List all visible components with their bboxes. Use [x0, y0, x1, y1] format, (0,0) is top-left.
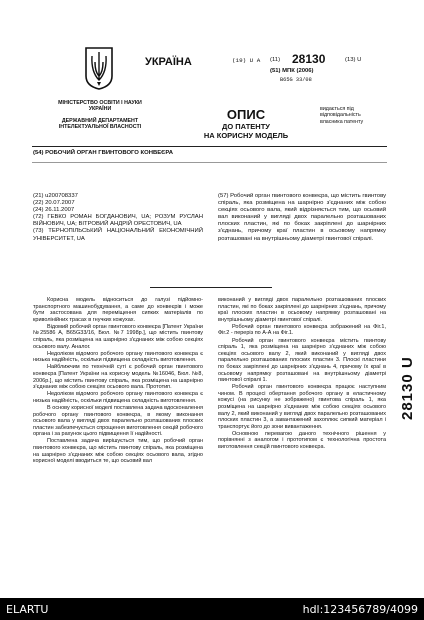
header-divider	[32, 146, 387, 147]
patent-number: 28130	[292, 52, 326, 66]
trident-emblem-icon	[84, 46, 114, 90]
paragraph: Недоліком відомого робочого органу гвинтового конвеєра є низька надійність, оскільки підвищена складність виготовлення.	[33, 391, 203, 404]
paragraph: Основною перевагою даного технічного рішення у порівнянні з аналогом і прототипом є технологічна простота виготовлення секцій гвинтового конвеєра.	[218, 430, 386, 451]
description-title: ОПИС	[226, 107, 266, 122]
section-divider	[150, 287, 272, 288]
paragraph: Робочий орган гвинтового конвеєра містить гвинтову спіраль 1, яка розміщена на шарнірно з'єднаних між собою секціях осьового валу 2, який виконаний у вигляді двох паралельно розташованих плоских пластин 3. Плоскі пластини по боках закріплені до шарнірних з'єднань 4, причому їх краї в осьовому напрямку розташовані на внутрішньому діаметрі гвинтової спіралі 1.	[218, 337, 386, 384]
description-left-column	[33, 297, 203, 465]
paragraph: Корисна модель відноситься до галузі підйомно-транспортного машинобудування, а саме до конвеєрів і може бути застосована для переміщення сипких матеріалів по криволінійних трасах в гнучких кожухах.	[33, 297, 203, 323]
title-divider	[32, 162, 387, 163]
paragraph: В основу корисної моделі поставлена задача вдосконалення робочого органу гвинтового конвеєра, в якому виконання осьового вала у вигляді двох паралельно розташованих плоских пластин забезпечується спрощення виготовлення секцій робочого органа і за рахунок цього підвищення її надійності.	[33, 405, 203, 438]
owner-responsibility-note: видається під відповідальність власника патенту	[320, 106, 364, 125]
number-code: (11)	[270, 57, 281, 63]
publication-date: (24) 26.11.2007	[33, 207, 75, 214]
footer-source: ELARTU	[6, 603, 49, 616]
footer-handle: hdl:123456789/4099	[302, 603, 418, 616]
ipc-class: B65G 33/08	[280, 77, 312, 83]
department-name: ДЕРЖАВНИЙ ДЕПАРТАМЕНТ ІНТЕЛЕКТУАЛЬНОЇ ВЛАСНОСТІ	[58, 118, 142, 131]
description-subtitle-2: НА КОРИСНУ МОДЕЛЬ	[203, 131, 289, 140]
filing-date: (22) 20.07.2007	[33, 200, 75, 207]
claim-text: (57) Робочий орган гвинтового конвеєра, що містить гвинтову спіраль, яка розміщена на шарнірно з'єднаних між собою секціях осьового вала, який відрізняється тим, що осьовий вал виконаний у вигляді двох паралельно розташованих плоских пластин, які по боках закріплені до шарнірних з'єднань, причому краї пластин в осьовому напрямку розташовані на внутрішньому діаметрі гвинтової спіралі.	[218, 193, 387, 242]
patent-owner: (73) ТЕРНОПІЛЬСЬКИЙ НАЦІОНАЛЬНИЙ ЕКОНОМІЧНИЙ УНІВЕРСИТЕТ, UA	[33, 228, 203, 242]
paragraph: Робочий орган гвинтового конвеєра працює наступним чином. В процесі обертання робочого органу в еластичному кожусі (на рисунку не зображено) гвинтова спіраль 1, яка розміщена на шарнірно з'єднаних між собою секціях осьового валу 2, який виконаний у вигляді двох паралельно розташованих плоских пластин 3, а завантажений захоплює сипкий матеріал і транспортує його до зони вивантаження.	[218, 384, 386, 430]
paragraph: Найближчим по технічній суті є робочий орган гвинтового конвеєра [Патент України на корисну модель №16046, Бюл. №8, 2006р.], що містить гвинтову спіраль, яка розміщена на шарнірно з'єднаних між собою секціях осьового вала. Прототип.	[33, 364, 203, 391]
bibliographic-data	[33, 193, 203, 243]
vertical-patent-number: 28130	[399, 373, 416, 420]
paragraph: Відомий робочий орган гвинтового конвеєра [Патент України №25586 А, B65G33/16, Бюл. №7 1998р.], що містить гвинтову спіраль, яка розміщена на шарнірно з'єднаних між собою секціях осьового валу. Аналог.	[33, 323, 203, 350]
invention-title: (54) РОБОЧИЙ ОРГАН ГВИНТОВОГО КОНВЕЄРА	[33, 150, 173, 156]
application-number: (21) u200708337	[33, 193, 78, 199]
inventors: (72) ГЕВКО РОМАН БОГДАНОВИЧ, UA; РОЗУМ РУСЛАН ВІЙНОВИЧ, UA; ВІТРОВИЙ АНДРІЙ ОРЕСТОВИЧ, UA	[33, 214, 203, 228]
ministry-name: МІНІСТЕРСТВО ОСВІТИ І НАУКИ УКРАЇНИ	[58, 100, 142, 113]
country-code: (19) U A	[232, 57, 261, 64]
paragraph: Недоліком відомого робочого органу гвинтового конвеєра є низька надійність, оскільки підвищена складність виготовлення.	[33, 350, 203, 364]
description-subtitle-1: ДО ПАТЕНТУ	[222, 122, 270, 131]
paragraph: виконаний у вигляді двох паралельно розташованих плоских пластин, які по боках закріплені до шарнірних з'єднань, причому краї плоских пластин в осьовому напрямку розташовані на внутрішньому діаметрі гвинтової спіралі.	[218, 297, 386, 323]
paragraph: Робочий орган гвинтового конвеєра зображений на Фіг.1, Фіг.2 - переріз по А-А на Фіг.1.	[218, 323, 386, 337]
description-right-column	[218, 297, 386, 451]
ipc-heading: (51) МПК (2006)	[270, 68, 314, 74]
paragraph: Поставлена задача вирішується тим, що робочий орган гвинтового конвеєра, що містить гвинтову спіраль, яка розміщена на шарнірно з'єднаних між собою секціях осьового вала, згідно корисної моделі вводиться те, що осьовий вал	[33, 438, 203, 465]
country-name: УКРАЇНА	[145, 56, 192, 68]
footer-bar	[0, 598, 424, 620]
vertical-document-kind: U	[399, 356, 416, 368]
document-kind: (13) U	[345, 57, 362, 63]
